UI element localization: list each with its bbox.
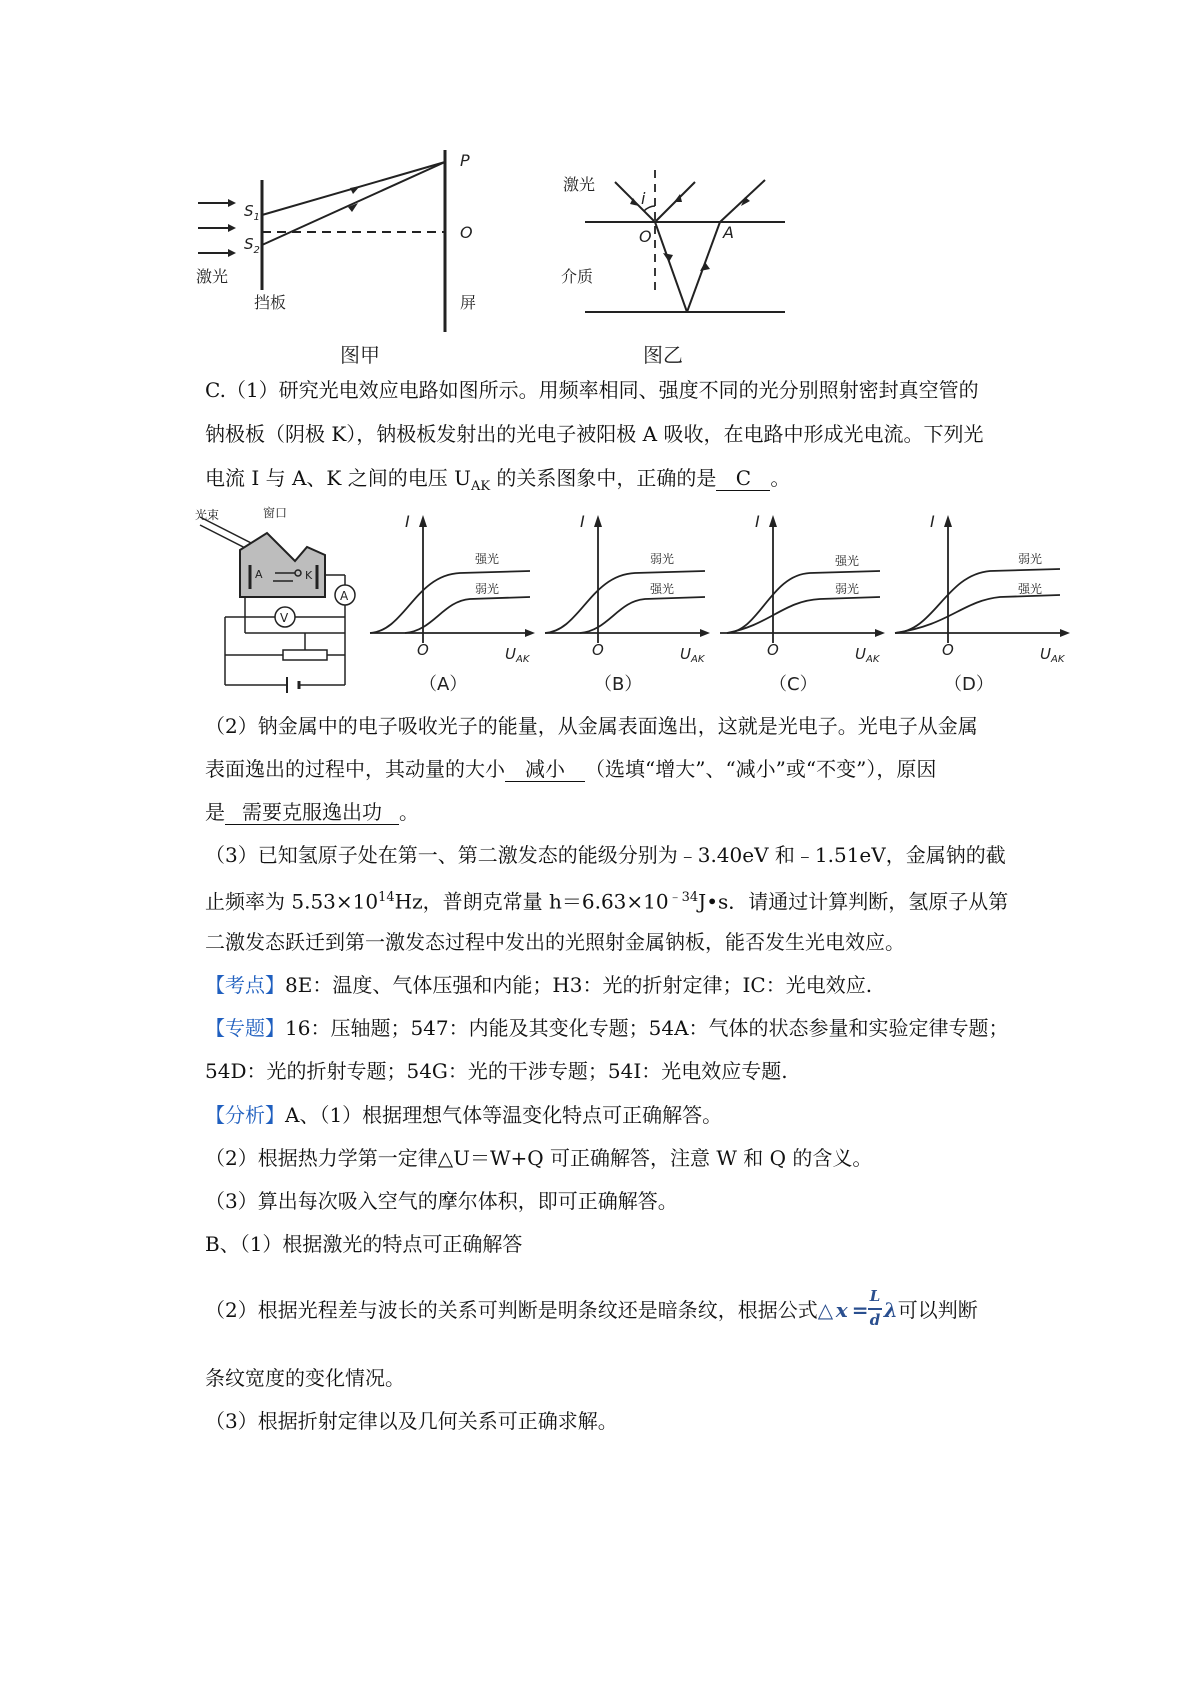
part2-line2-text: 表面逸出的过程中，其动量的大小 bbox=[205, 757, 505, 781]
figure-yi bbox=[555, 140, 815, 380]
vacuum-tube bbox=[240, 533, 325, 597]
label-beam: 光束 bbox=[195, 508, 220, 522]
fringe-formula bbox=[817, 1287, 898, 1329]
graph-b bbox=[540, 505, 715, 700]
fenxi-b3: 条纹宽度的变化情况。 bbox=[205, 1366, 405, 1390]
caption-yi: 图乙 bbox=[643, 343, 683, 367]
part3-line2 bbox=[205, 886, 1009, 914]
label-screen: 屏 bbox=[460, 293, 477, 312]
lower-curve-label: 强光 bbox=[650, 582, 675, 596]
curve-lower bbox=[727, 597, 880, 633]
uak-subscript: AK bbox=[470, 479, 491, 494]
graph-d bbox=[890, 505, 1090, 700]
part3-line2-a: 止频率为 5.53×10 bbox=[205, 889, 379, 914]
exp-minus-34: ﹣34 bbox=[668, 890, 699, 905]
label-s1: $S_1$ bbox=[244, 202, 260, 223]
label-o: O bbox=[460, 223, 473, 242]
part3-line1: （3）已知氢原子处在第一、第二激发态的能级分别为﹣3.40eV 和﹣1.51eV，金属钠的截 bbox=[205, 843, 1006, 867]
upper-curve-label: 强光 bbox=[475, 552, 500, 566]
fenxi-a2: （2）根据热力学第一定律△U＝W+Q 可正确解答，注意 W 和 Q 的含义。 bbox=[205, 1146, 873, 1170]
electrode-a-label: A bbox=[255, 568, 263, 581]
fenxi-tag: 【分析】 bbox=[205, 1103, 285, 1127]
label-medium: 介质 bbox=[561, 267, 594, 286]
part2-line3 bbox=[205, 800, 1005, 825]
axis-u-label: $U_{AK}$ bbox=[680, 645, 705, 665]
fenxi-a3: （3）算出每次吸入空气的摩尔体积，即可正确解答。 bbox=[205, 1189, 678, 1213]
curve-upper bbox=[370, 571, 530, 633]
kaodian-tag: 【考点】 bbox=[205, 973, 285, 997]
origin-label: O bbox=[767, 641, 779, 659]
part2-line2-after: （选填“增大”、“减小”或“不变”），原因 bbox=[585, 757, 937, 781]
formula-equals: = bbox=[851, 1298, 869, 1322]
graph-caption: （B） bbox=[594, 674, 643, 695]
axis-i-label: I bbox=[580, 512, 585, 531]
formula-l: L bbox=[869, 1287, 881, 1305]
graph-c bbox=[715, 505, 890, 700]
label-board: 挡板 bbox=[254, 293, 287, 312]
lower-curve-label: 弱光 bbox=[475, 582, 500, 596]
axis-u-label: $U_{AK}$ bbox=[1040, 645, 1065, 665]
zhuanti-line1 bbox=[205, 1016, 1009, 1040]
fenxi-a1 bbox=[205, 1103, 1005, 1127]
formula-x: x bbox=[835, 1298, 848, 1322]
fenxi-a1-text: A、（1）根据理想气体等温变化特点可正确解答。 bbox=[285, 1103, 723, 1127]
zhuanti-line2: 54D：光的折射专题；54G：光的干涉专题；54I：光电效应专题. bbox=[205, 1059, 788, 1083]
question-c-line1: C.（1）研究光电效应电路如图所示。用频率相同、强度不同的光分别照射密封真空管的 bbox=[205, 378, 979, 402]
graph-caption: （D） bbox=[944, 674, 994, 695]
zhuanti-text1: 16：压轴题；547：内能及其变化专题；54A：气体的状态参量和实验定律专题； bbox=[285, 1016, 1009, 1040]
ammeter-label: A bbox=[340, 589, 349, 603]
answer-blank-momentum: 减小 bbox=[505, 757, 585, 782]
axis-u-label: $U_{AK}$ bbox=[855, 645, 880, 665]
axis-i-label: I bbox=[405, 512, 410, 531]
figure-jia bbox=[190, 140, 510, 380]
graph-a bbox=[365, 505, 540, 700]
curve-lower bbox=[895, 595, 1060, 633]
formula-lambda: λ bbox=[883, 1298, 898, 1322]
label-laser: 激光 bbox=[563, 175, 596, 194]
fenxi-b4: （3）根据折射定律以及几何关系可正确求解。 bbox=[205, 1409, 618, 1433]
label-laser: 激光 bbox=[196, 267, 229, 286]
line3-mid: 的关系图象中，正确的是 bbox=[490, 466, 717, 490]
label-i: i bbox=[641, 189, 646, 208]
answer-blank-reason: 需要克服逸出功 bbox=[225, 800, 399, 825]
part2-line2 bbox=[205, 757, 1005, 782]
axis-u-label: $U_{AK}$ bbox=[505, 645, 530, 665]
part2-line3-text: 是 bbox=[205, 800, 225, 824]
part3-line2-b: Hz，普朗克常量 h＝6.63×10 bbox=[394, 889, 669, 914]
part3-line2-c: J•s．请通过计算判断，氢原子从第 bbox=[698, 889, 1009, 914]
caption-jia: 图甲 bbox=[340, 343, 380, 367]
axis-i-label: I bbox=[930, 512, 935, 531]
curve-upper bbox=[545, 571, 705, 633]
label-s2: $S_2$ bbox=[244, 235, 260, 256]
exp-14: 14 bbox=[378, 890, 395, 905]
line3-text: 电流 I 与 A、K 之间的电压 U bbox=[205, 466, 471, 490]
formula-delta: △ bbox=[817, 1298, 834, 1322]
curve-upper bbox=[895, 569, 1060, 633]
zhuanti-tag: 【专题】 bbox=[205, 1016, 285, 1040]
lower-curve-label: 强光 bbox=[1018, 582, 1043, 596]
photoelectric-circuit bbox=[195, 505, 365, 705]
question-c-line2: 钠极板（阴极 K），钠极板发射出的光电子被阳极 A 吸收，在电路中形成光电流。下列光 bbox=[205, 422, 984, 446]
origin-label: O bbox=[942, 641, 954, 659]
graph-caption: （C） bbox=[769, 674, 818, 695]
axis-i-label: I bbox=[755, 512, 760, 531]
part2-line3-end: 。 bbox=[399, 800, 419, 824]
label-a: A bbox=[723, 223, 734, 242]
part3-line3: 二激发态跃迁到第一激发态过程中发出的光照射金属钠板，能否发生光电效应。 bbox=[205, 930, 905, 954]
label-p: P bbox=[460, 151, 470, 170]
question-c-line3 bbox=[205, 466, 1005, 499]
kaodian bbox=[205, 973, 1005, 997]
upper-curve-label: 弱光 bbox=[1018, 552, 1043, 566]
upper-curve-label: 强光 bbox=[835, 554, 860, 568]
lower-curve-label: 弱光 bbox=[835, 582, 860, 596]
graph-caption: （A） bbox=[419, 674, 468, 695]
formula-d: d bbox=[869, 1311, 881, 1329]
fenxi-b1: B、（1）根据激光的特点可正确解答 bbox=[205, 1232, 523, 1256]
fenxi-b2-text: （2）根据光程差与波长的关系可判断是明条纹还是暗条纹，根据公式 bbox=[205, 1298, 818, 1322]
label-window: 窗口 bbox=[263, 506, 288, 520]
upper-curve-label: 弱光 bbox=[650, 552, 675, 566]
kaodian-text: 8E：温度、气体压强和内能；H3：光的折射定律；IC：光电效应. bbox=[285, 973, 873, 997]
part2-line1: （2）钠金属中的电子吸收光子的能量，从金属表面逸出，这就是光电子。光电子从金属 bbox=[205, 714, 978, 738]
fenxi-b2 bbox=[205, 1287, 1005, 1329]
electrode-k-label: K bbox=[305, 569, 313, 582]
label-o: O bbox=[639, 227, 652, 246]
line3-end: 。 bbox=[770, 466, 791, 490]
voltmeter-label: V bbox=[280, 611, 289, 625]
fenxi-b2-after: 可以判断 bbox=[897, 1298, 978, 1322]
answer-blank-c: C bbox=[716, 466, 770, 491]
origin-label: O bbox=[417, 641, 429, 659]
origin-label: O bbox=[592, 641, 604, 659]
